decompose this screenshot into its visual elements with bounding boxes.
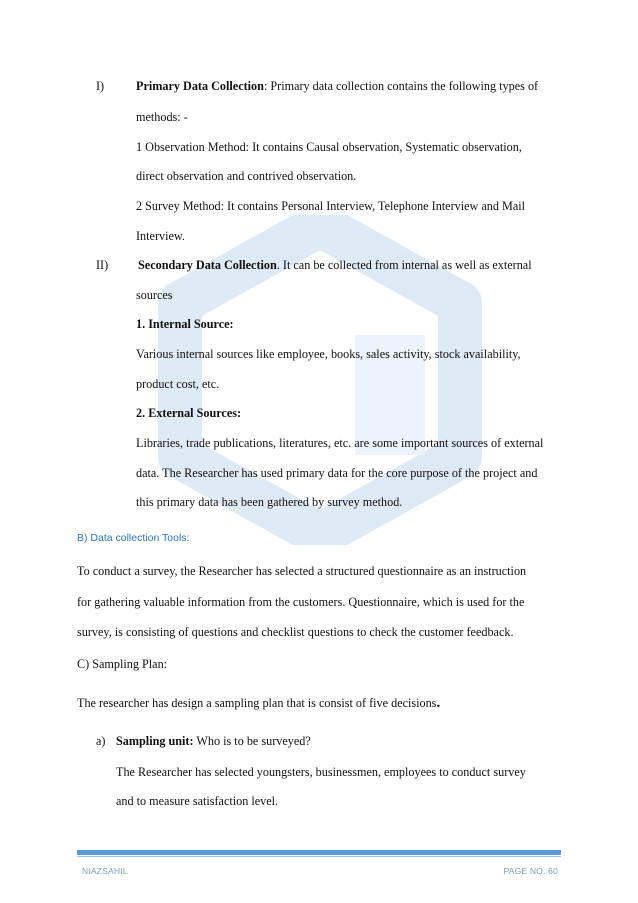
footer-author: NIAZSAHIL — [82, 866, 128, 876]
list-item-text: Who is to be surveyed? — [193, 734, 311, 748]
text-line: methods: - — [136, 110, 188, 124]
list-marker: a) — [96, 734, 106, 748]
text-line: survey, is consisting of questions and checklist questions to check the customer feedback. — [77, 625, 514, 639]
text-line: sources — [136, 288, 173, 302]
text-line: 1 Observation Method: It contains Causal observation, Systematic observation, — [136, 140, 522, 154]
text-line: this primary data has been gathered by survey method. — [136, 495, 403, 509]
text-line: direct observation and contrived observation. — [136, 169, 357, 183]
section-heading-sampling: C) Sampling Plan: — [77, 657, 168, 671]
item-number: I) — [96, 79, 105, 93]
text-line: Interview. — [136, 229, 185, 243]
item-title: Secondary Data Collection — [138, 258, 277, 272]
text-line: To conduct a survey, the Researcher has selected a structured questionnaire as an instruction — [77, 564, 527, 578]
footer-rule — [77, 850, 561, 855]
text-line: product cost, etc. — [136, 377, 220, 391]
list-item-title: Sampling unit: — [116, 734, 194, 748]
subheading-external: 2. External Sources: — [136, 406, 242, 420]
text-line: Various internal sources like employee, books, sales activity, stock availability, — [136, 347, 521, 361]
footer-page-number: PAGE NO. 60 — [503, 866, 558, 876]
footer-rule-thin — [77, 856, 561, 857]
text-period: . — [436, 695, 441, 711]
text-line: The researcher has design a sampling plan that is consist of five decisions — [77, 696, 437, 710]
item-title: Primary Data Collection — [136, 79, 264, 93]
text-line: data. The Researcher has used primary data for the core purpose of the project and — [136, 466, 538, 480]
item-text: . It can be collected from internal as well as external — [276, 258, 532, 272]
item-text: : Primary data collection contains the following types of — [263, 79, 539, 93]
text-line: and to measure satisfaction level. — [116, 794, 279, 808]
item-number: II) — [96, 258, 109, 272]
text-line: 2 Survey Method: It contains Personal Interview, Telephone Interview and Mail — [136, 199, 526, 213]
sampling-intro — [77, 695, 440, 711]
subheading-internal: 1. Internal Source: — [136, 317, 234, 331]
section-heading-tools: B) Data collection Tools: — [77, 532, 190, 544]
text-line: for gathering valuable information from the customers. Questionnaire, which is used for the — [77, 595, 525, 609]
text-line: The Researcher has selected youngsters, businessmen, employees to conduct survey — [116, 765, 526, 779]
text-line: Libraries, trade publications, literatures, etc. are some important sources of external — [136, 436, 544, 450]
